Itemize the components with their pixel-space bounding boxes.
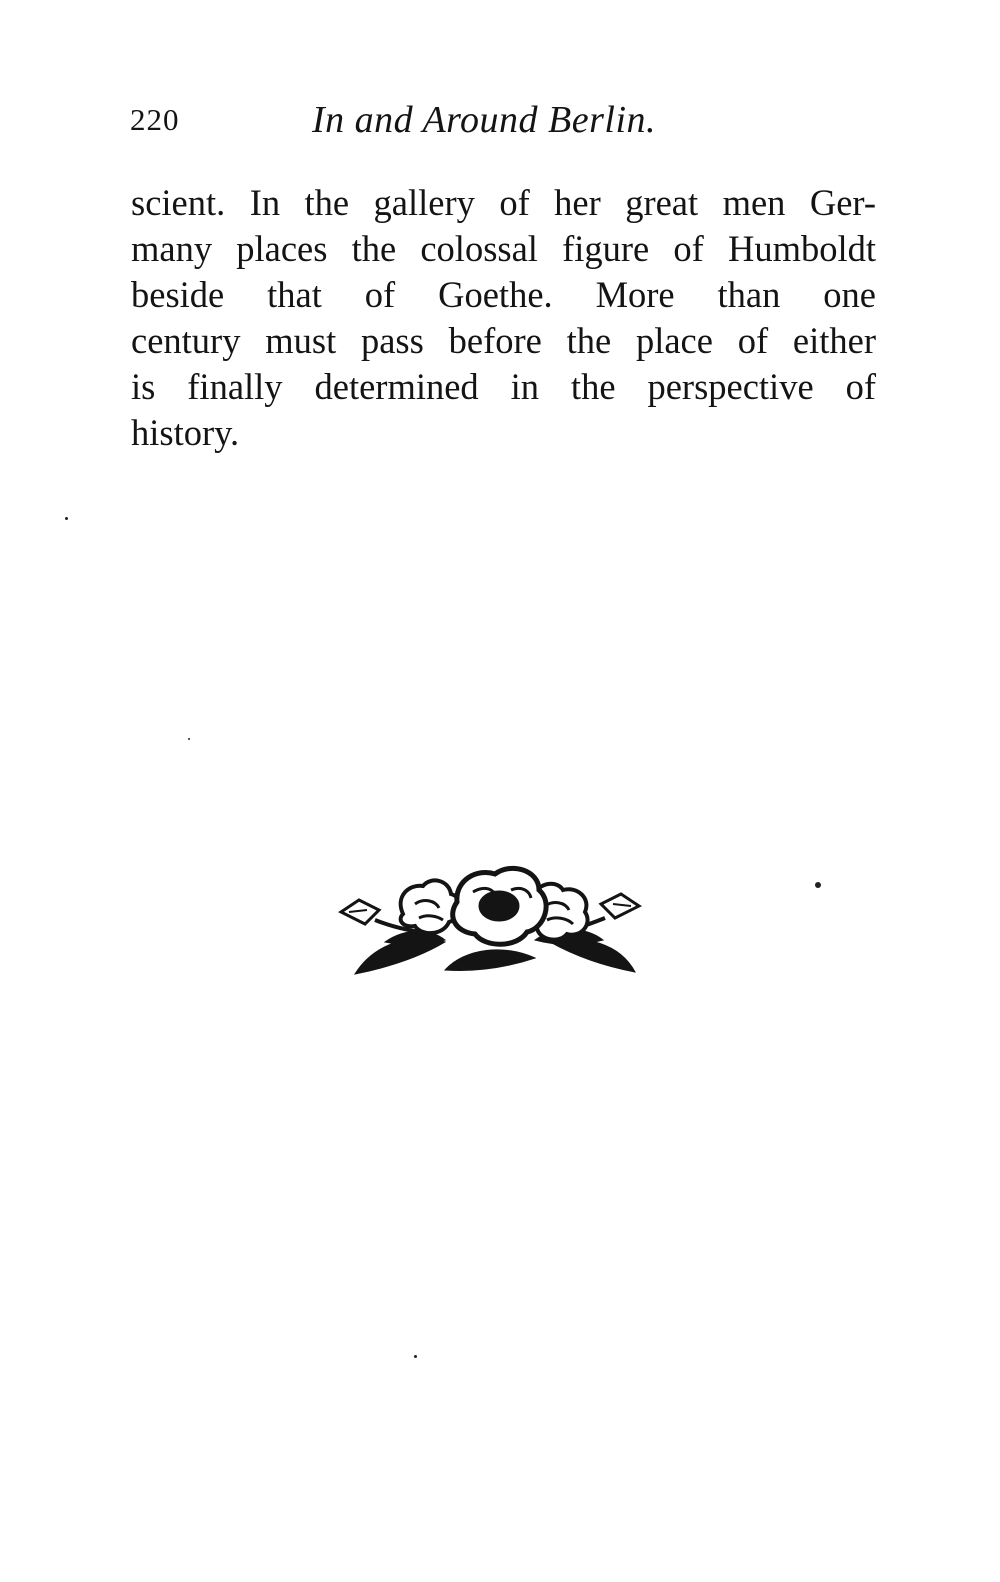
page-speck <box>815 882 821 888</box>
page-speck <box>65 517 68 520</box>
text-line: many places the colossal figure of Humboldt <box>131 228 876 269</box>
page-speck <box>414 1355 417 1358</box>
running-title: In and Around Berlin. <box>312 99 657 141</box>
text-line: scient. In the gallery of her great men Ger- <box>131 182 876 223</box>
page-number: 220 <box>130 102 180 137</box>
text-line: century must pass before the place of either <box>131 320 876 361</box>
body-paragraph <box>131 180 876 456</box>
text-line: is finally determined in the perspective of <box>131 366 876 407</box>
text-line: history. <box>131 412 240 453</box>
page-speck <box>188 738 190 740</box>
text-line: beside that of Goethe. More than one <box>131 274 876 315</box>
floral-tailpiece-icon <box>335 862 645 982</box>
running-head <box>130 98 890 148</box>
